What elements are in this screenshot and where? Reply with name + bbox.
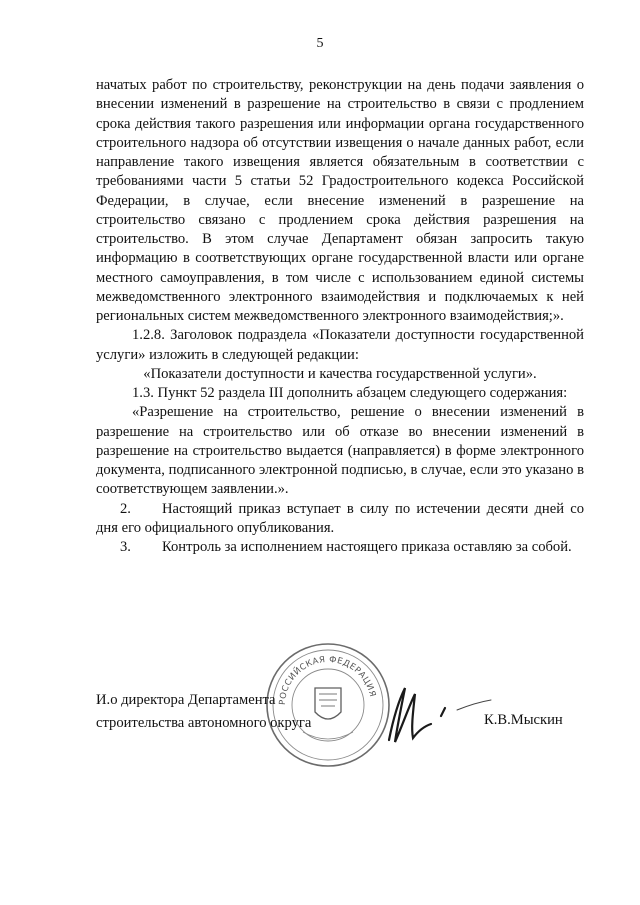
signatory-title [96,689,311,735]
quoted-paragraph: «Разрешение на строительство, решение о внесении изменений в разрешение на строительство или об отказе во внесении изменений в разрешение на строительство выдается (направляется) в форме электронного документа, подписанного электронной подписью, в случае, если это указано в соответствующем заявлении.». [96,404,584,498]
handwritten-signature [375,680,495,750]
item-3-text: Контроль за исполнением настоящего приказа оставляю за собой. [162,539,572,555]
document-body [96,76,584,557]
item-2-text: Настоящий приказ вступает в силу по истечении десяти дней со дня его официального опубликования. [96,500,584,536]
signatory-title-line-2: строительства автономного округа [96,715,312,731]
item-2 [96,500,584,539]
quoted-heading: «Показатели доступности и качества государственной услуги». [143,365,537,382]
page-number: 5 [316,36,324,51]
paragraph-1-3: 1.3. Пункт 52 раздела III дополнить абзацем следующего содержания: [132,385,568,401]
item-3-number: 3. [120,539,131,555]
signatory-name: К.В.Мыскин [484,712,563,728]
paragraph-1-2-8: 1.2.8. Заголовок подраздела «Показатели доступности государственной услуги» изложить в следующей редакции: [96,327,584,363]
paragraph-continuation: начатых работ по строительству, реконструкции на день подачи заявления о внесении изменений в разрешение на строительство в связи с продлением срока действия такого разрешения или информации органа государственного строительного надзора об отсутствии извещения о начале данных работ, если направление такого извещения является обязательным в соответствии с требованиями части 5 статьи 52 Градостроительного кодекса Российской Федерации, в случае, если внесение изменений в разрешение на строительство связано с продлением срока действия разрешения на строительство. В этом случае Департамент обязан запросить такую информацию в соответствующих органе государственной власти или органе местного самоуправления, в том числе с использованием единой системы межведомственного электронного взаимодействия и подключаемых к ней региональных систем межведомственного электронного взаимодействия;». [96,77,584,324]
item-3 [96,538,584,557]
signatory-title-line-1: И.о директора Департамента [96,692,276,708]
item-2-number: 2. [120,500,131,517]
seal-text: РОССИЙСКАЯ ФЕДЕРАЦИЯ [277,654,378,706]
